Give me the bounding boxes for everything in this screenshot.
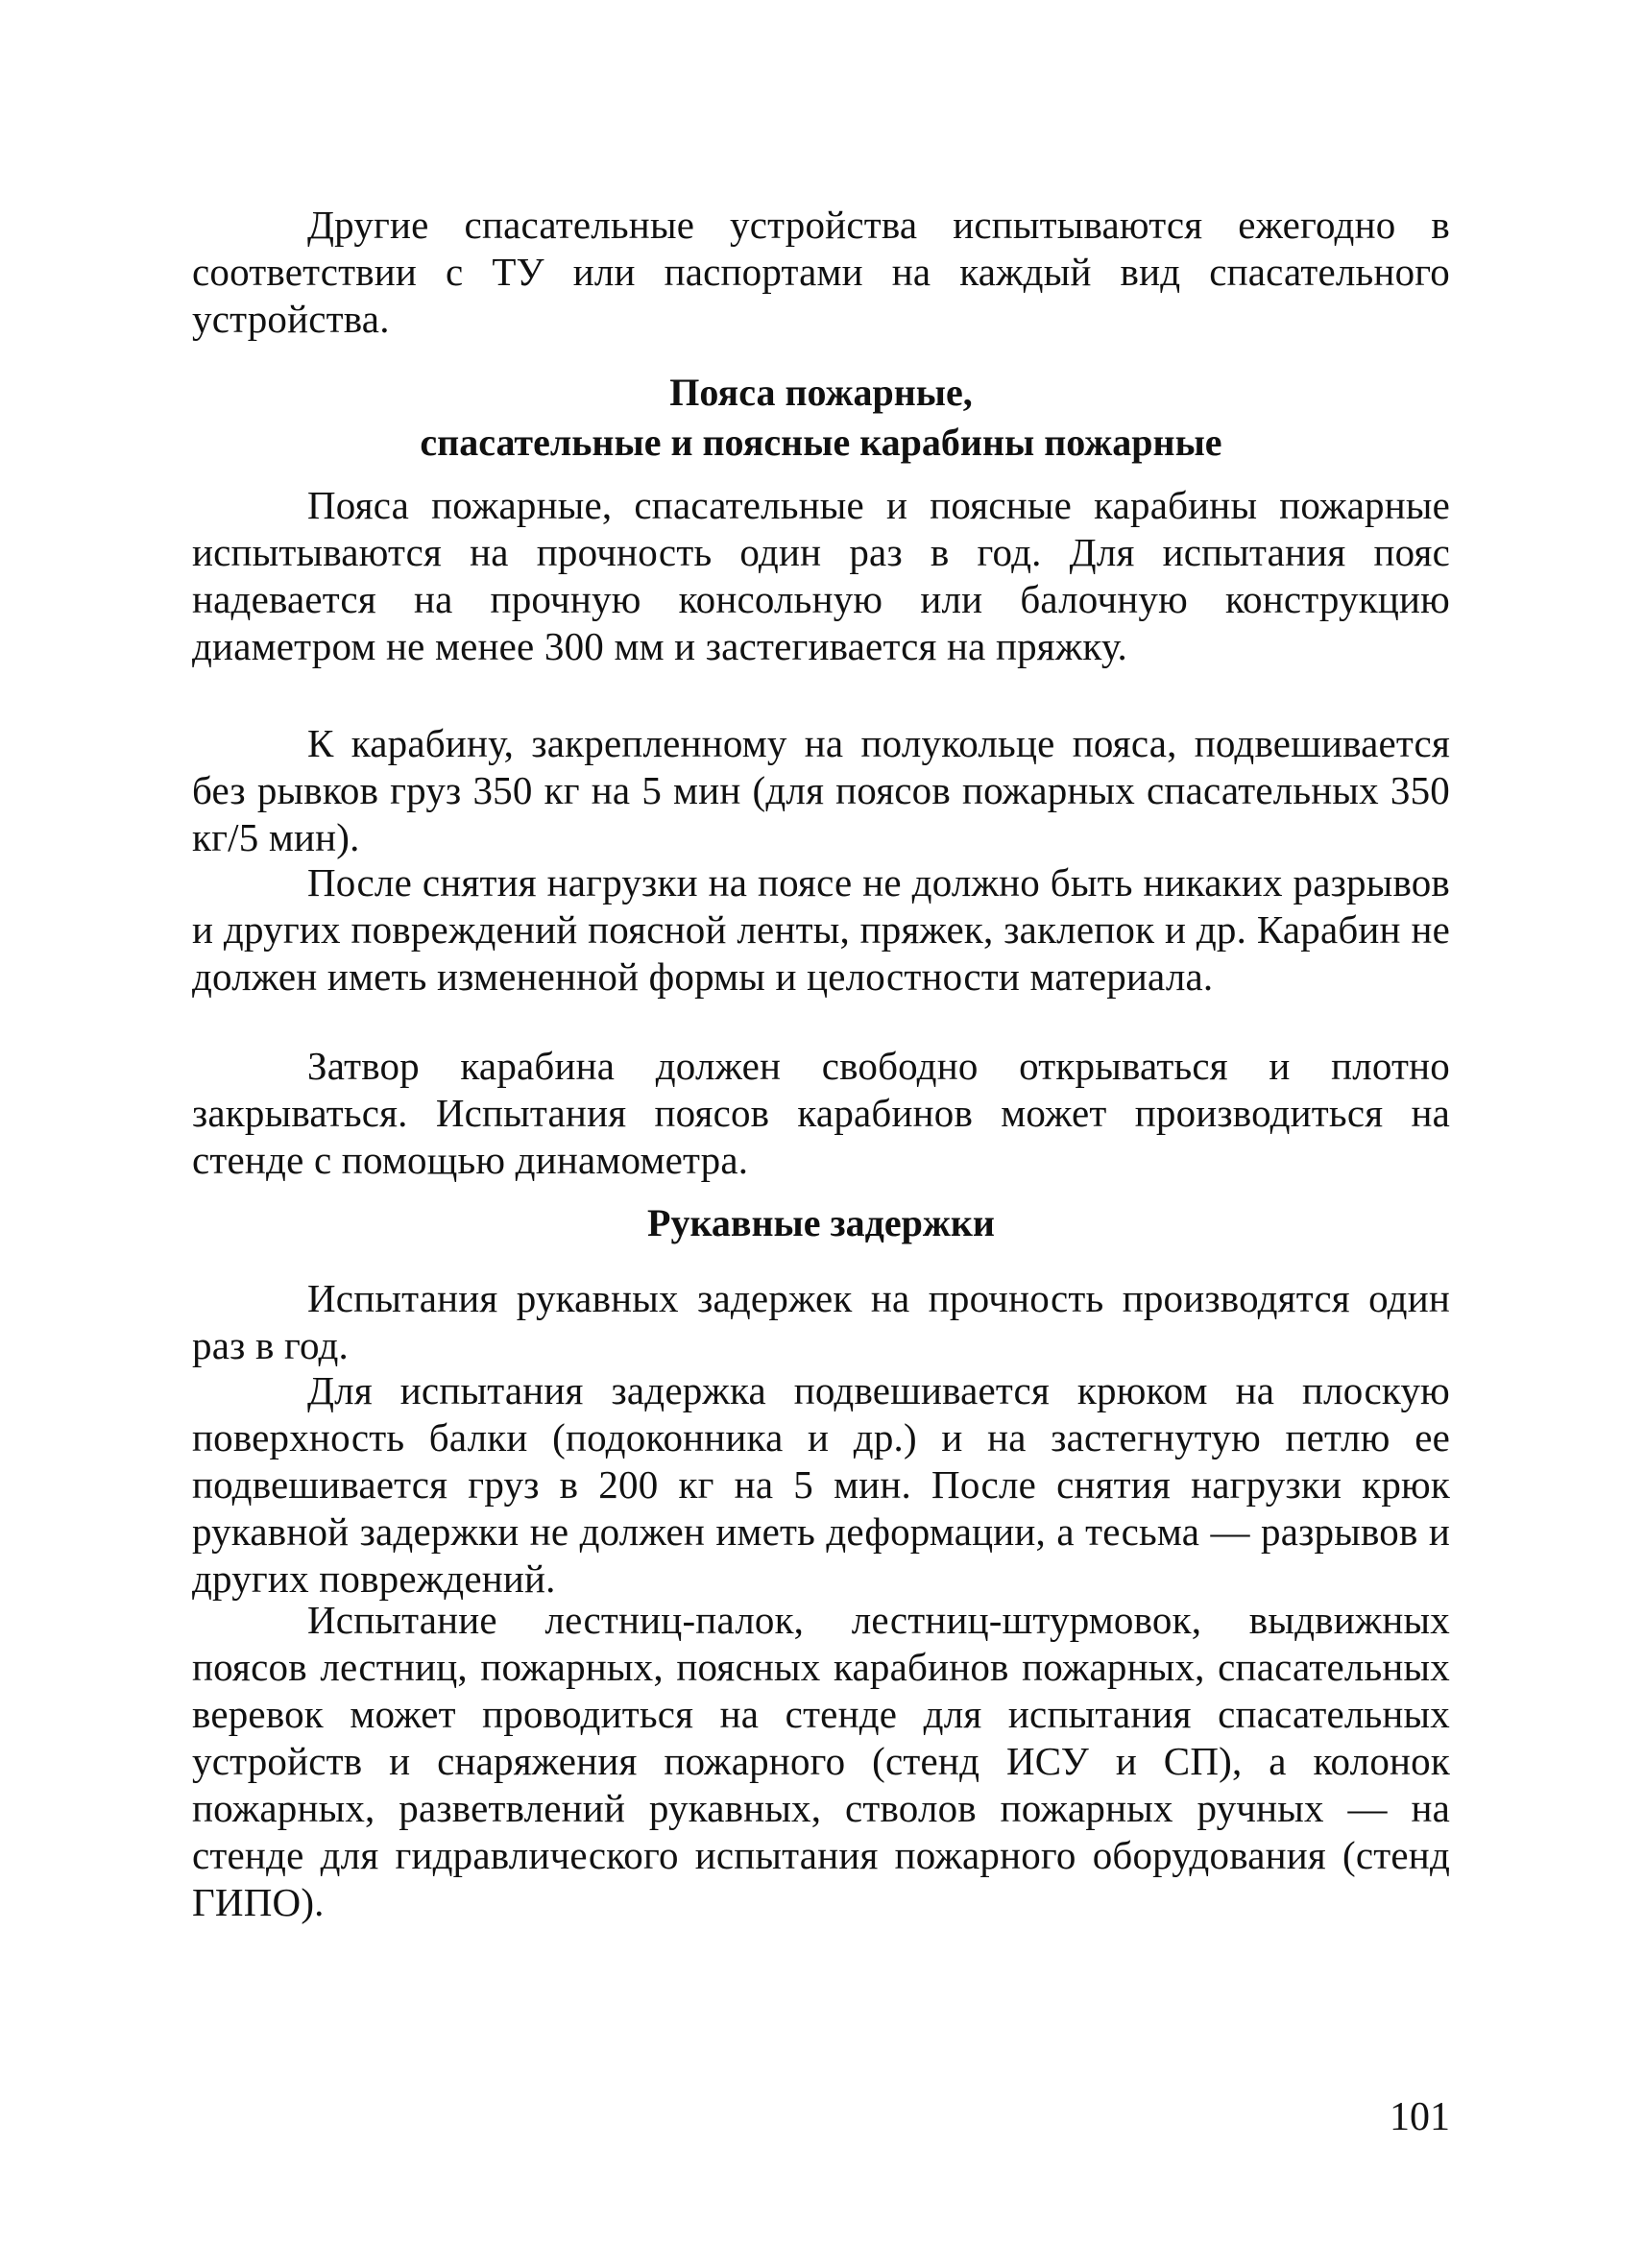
section-heading-belts-line1: Пояса пожарные, [669, 371, 973, 414]
section-heading-hose-holders: Рукавные задержки [647, 1201, 995, 1244]
section-heading-belts-line2: спасательные и поясные карабины пожарные [420, 421, 1222, 464]
paragraph-carabiner-load [192, 720, 1450, 861]
paragraph-text: Испытание лестниц-палок, лестниц-штурмовок, выдвижных поясов лестниц, пожарных, поясных карабинов пожарных, спасательных веревок может проводиться на стенде для испытания спасательных устройств и снаряжения пожарного (стенд ИСУ и СП), а колонок пожарных, разветвлений рукавных, стволов пожарных ручных — на стенде для гидравлического испытания пожарного оборудования (стенд ГИПО). [192, 1598, 1450, 1924]
paragraph-stand-testing [192, 1597, 1450, 1926]
paragraph-hose-procedure [192, 1367, 1450, 1603]
paragraph-hose-testing [192, 1275, 1450, 1369]
page-number: 101 [1390, 2095, 1450, 2139]
paragraph-text: К карабину, закрепленному на полукольце пояса, подвешивается без рывков груз 350 кг на 5 мин (для поясов пожарных спасательных 350 кг/5 мин). [192, 721, 1450, 859]
paragraph-carabiner-lock [192, 1043, 1450, 1184]
paragraph-text: Затвор карабина должен свободно открываться и плотно закрываться. Испытания поясов карабинов может производиться на стенде с помощью динамометра. [192, 1044, 1450, 1182]
paragraph-belts-testing [192, 482, 1450, 670]
paragraph-text: Другие спасательные устройства испытываются ежегодно в соответствии с ТУ или паспортами на каждый вид спасательного устройства. [192, 203, 1450, 341]
paragraph-text: Пояса пожарные, спасательные и поясные карабины пожарные испытываются на прочность один раз в год. Для испытания пояс надевается на прочную консольную или балочную конструкцию диаметром не менее 300 мм и застегивается на пряжку. [192, 483, 1450, 668]
paragraph-other-devices [192, 202, 1450, 343]
paragraph-text: Для испытания задержка подвешивается крюком на плоскую поверхность балки (подоконника и др.) и на застегнутую петлю ее подвешивается груз в 200 кг на 5 мин. После снятия нагрузки крюк рукавной задержки не должен иметь деформации, а тесьма — разрывов и других повреждений. [192, 1368, 1450, 1601]
paragraph-after-load [192, 859, 1450, 1001]
paragraph-text: Испытания рукавных задержек на прочность производятся один раз в год. [192, 1276, 1450, 1367]
section-heading-belts [192, 368, 1450, 468]
paragraph-text: После снятия нагрузки на поясе не должно быть никаких разрывов и других повреждений поясной ленты, пряжек, заклепок и др. Карабин не должен иметь измененной формы и целостности материала. [192, 860, 1450, 999]
